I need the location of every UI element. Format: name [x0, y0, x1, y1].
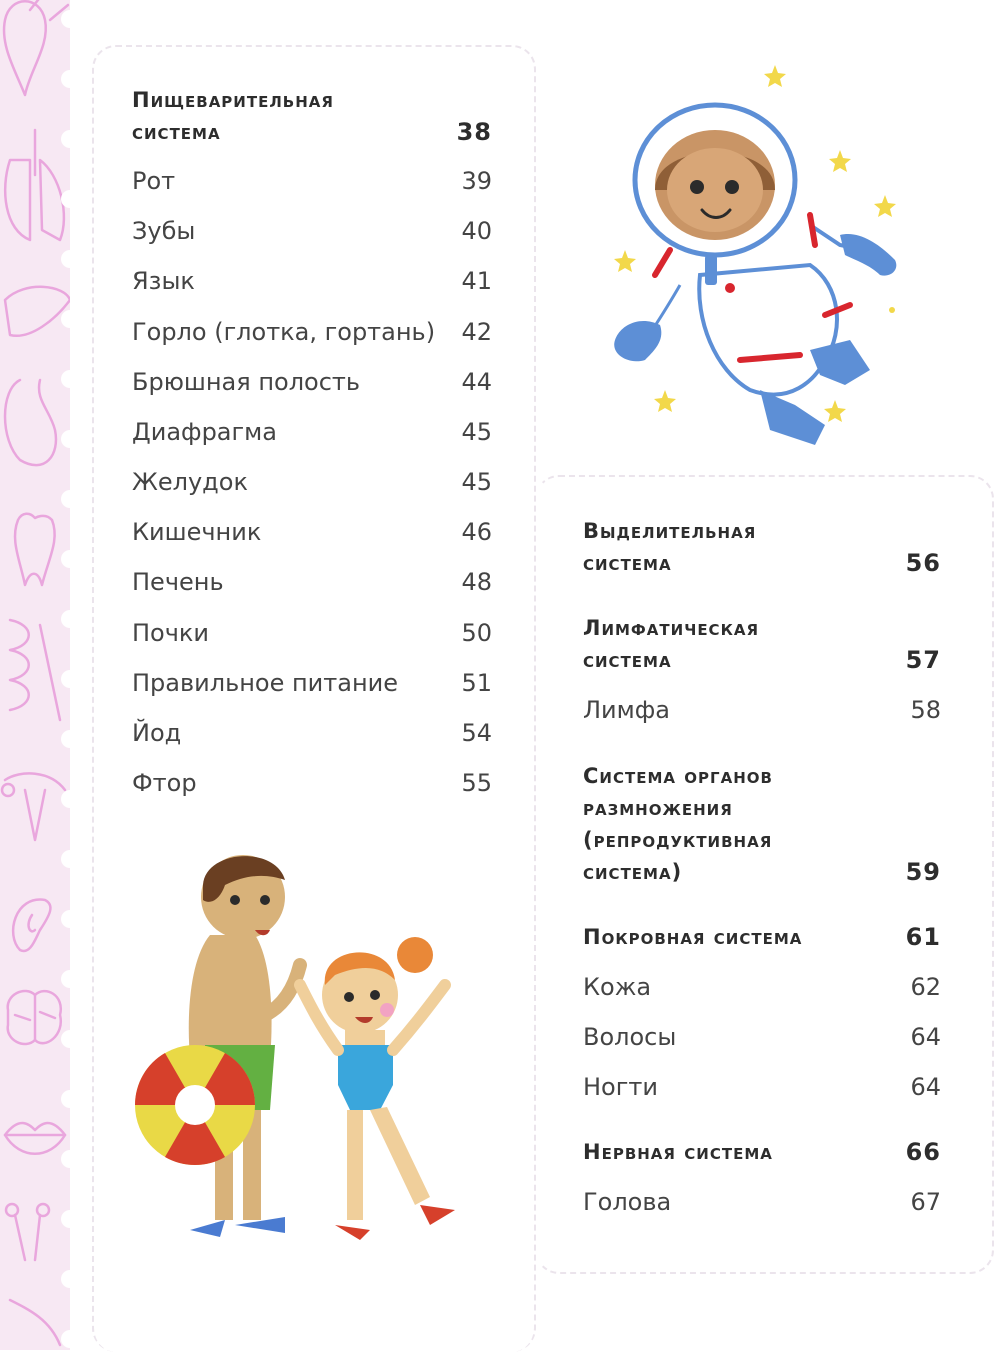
toc-item-page: 62: [910, 973, 941, 1001]
astronaut-illustration: [600, 60, 910, 470]
toc-item-page: 48: [461, 568, 492, 596]
toc-item[interactable]: [132, 517, 492, 547]
toc-item-page: 41: [461, 267, 492, 295]
toc-item-label: Зубы: [132, 217, 196, 245]
toc-item-label: Горло (глотка, гортань): [132, 318, 436, 346]
toc-item-label: Желудок: [132, 468, 248, 496]
bone-icon: [6, 1204, 60, 1345]
section-page: 61: [905, 923, 941, 951]
uterus-icon: [2, 773, 65, 840]
toc-item[interactable]: [132, 317, 492, 347]
liver-icon: [5, 287, 70, 336]
swim-ring-icon: [135, 1045, 255, 1165]
toc-item-page: 46: [461, 518, 492, 546]
kids-beach-illustration: [125, 845, 465, 1255]
toc-item-page: 39: [461, 167, 492, 195]
toc-item[interactable]: [132, 567, 492, 597]
toc-item-label: Ногти: [583, 1073, 658, 1101]
toc-item-label: Лимфа: [583, 696, 670, 724]
toc-item-label: Правильное питание: [132, 669, 399, 697]
toc-section-lymphatic[interactable]: [583, 612, 941, 676]
toc-item-label: Кишечник: [132, 518, 262, 546]
section-title: Покровная система: [583, 925, 803, 949]
toc-item-label: Печень: [132, 568, 224, 596]
section-title: Система органов размножения (репродуктивная система): [583, 764, 773, 884]
toc-item[interactable]: [132, 166, 492, 196]
toc-item-page: 44: [461, 368, 492, 396]
section-page: 66: [905, 1138, 941, 1166]
toc-section-excretory[interactable]: [583, 515, 941, 579]
toc-section-nervous[interactable]: [583, 1136, 941, 1168]
toc-item[interactable]: [132, 618, 492, 648]
toc-item-page: 67: [910, 1188, 941, 1216]
toc-item-label: Почки: [132, 619, 210, 647]
section-title: Пищеварительная система: [132, 88, 334, 144]
lips-icon: [5, 1123, 65, 1154]
toc-item-page: 40: [461, 217, 492, 245]
section-title: Нервная система: [583, 1140, 773, 1164]
toc-item[interactable]: [583, 1022, 941, 1052]
organ-icon-strip: [0, 0, 70, 1350]
toc-item[interactable]: [132, 266, 492, 296]
toc-item-page: 58: [910, 696, 941, 724]
toc-item-page: 64: [910, 1073, 941, 1101]
toc-item[interactable]: [132, 367, 492, 397]
toc-item-label: Брюшная полость: [132, 368, 361, 396]
toc-item[interactable]: [583, 1072, 941, 1102]
toc-item-label: Волосы: [583, 1023, 677, 1051]
toc-item-page: 45: [461, 418, 492, 446]
toc-item-label: Кожа: [583, 973, 652, 1001]
toc-item-page: 55: [461, 769, 492, 797]
toc-item[interactable]: [132, 718, 492, 748]
toc-item-label: Фтор: [132, 769, 197, 797]
toc-item[interactable]: [583, 972, 941, 1002]
toc-item-page: 51: [461, 669, 492, 697]
toc-section-digestive[interactable]: [132, 84, 492, 148]
toc-item-label: Рот: [132, 167, 176, 195]
toc-section-reproductive[interactable]: [583, 758, 941, 888]
heart-icon: [4, 0, 68, 95]
toc-item[interactable]: [132, 216, 492, 246]
toc-item-label: Голова: [583, 1188, 672, 1216]
toc-section-integumentary[interactable]: [583, 921, 941, 953]
toc-item-page: 50: [461, 619, 492, 647]
toc-item-page: 64: [910, 1023, 941, 1051]
intestine-icon: [10, 620, 60, 720]
toc-item[interactable]: [583, 695, 941, 725]
section-title: Выделительная система: [583, 519, 757, 575]
toc-item-page: 42: [461, 318, 492, 346]
section-page: 56: [905, 549, 941, 577]
section-page: 38: [456, 118, 492, 146]
toc-item[interactable]: [132, 417, 492, 447]
toc-item-label: Йод: [132, 719, 182, 747]
section-title: Лимфатическая система: [583, 616, 759, 672]
section-page: 57: [905, 646, 941, 674]
toc-item[interactable]: [132, 668, 492, 698]
toc-item[interactable]: [132, 467, 492, 497]
section-page: 59: [905, 858, 941, 886]
toc-item[interactable]: [583, 1187, 941, 1217]
toc-item-label: Язык: [132, 267, 195, 295]
tooth-icon: [15, 514, 55, 585]
stomach-icon: [5, 380, 56, 465]
ear-icon: [13, 900, 50, 951]
toc-item-page: 45: [461, 468, 492, 496]
toc-item[interactable]: [132, 768, 492, 798]
toc-item-page: 54: [461, 719, 492, 747]
lungs-icon: [5, 130, 64, 240]
brain-icon: [8, 991, 61, 1044]
toc-item-label: Диафрагма: [132, 418, 277, 446]
